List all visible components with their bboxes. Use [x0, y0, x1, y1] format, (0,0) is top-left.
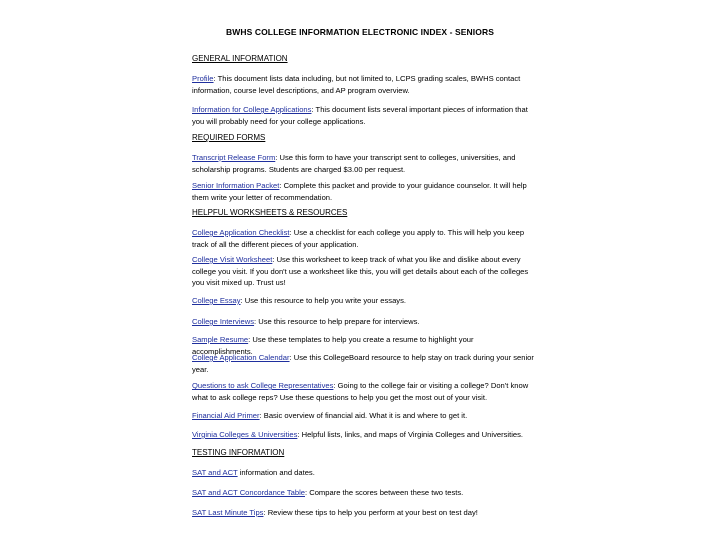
- sat-last-minute-tips-link[interactable]: SAT Last Minute Tips: [192, 508, 264, 517]
- entry-description: : Use this worksheet to keep track of what you like and dislike about every college you visit. If you don't use a worksheet like this, you will get details about each of the colleges you visit mixed up. Trust us!: [192, 255, 529, 287]
- entry-senior-information-packet: [192, 180, 534, 203]
- entry-description: : Compare the scores between these two tests.: [305, 488, 464, 497]
- entry-description: : This document lists several important pieces of information that you will probably need for your college applications.: [192, 105, 528, 126]
- entry-description: : Helpful lists, links, and maps of Virginia Colleges and Universities.: [297, 430, 524, 439]
- entry-college-visit-worksheet: [192, 254, 534, 289]
- transcript-release-link[interactable]: Transcript Release Form: [192, 153, 276, 162]
- entry-concordance-table: [192, 487, 534, 499]
- section-heading-general: GENERAL INFORMATION: [192, 54, 288, 63]
- document-title: BWHS COLLEGE INFORMATION ELECTRONIC INDEX - SENIORS: [226, 27, 494, 37]
- section-heading-worksheets-resources: HELPFUL WORKSHEETS & RESOURCES: [192, 208, 348, 217]
- entry-description: : Basic overview of financial aid. What it is and where to get it.: [259, 411, 468, 420]
- entry-college-applications-info: [192, 104, 534, 127]
- entry-description: : Use this resource to help you write your essays.: [240, 296, 406, 305]
- entry-description: : Use these templates to help you create a resume to highlight your accomplishments.: [192, 335, 474, 356]
- entry-description: : Going to the college fair or visiting a college? Don't know what to ask college reps? Use these questions to help you get the most out of your visit.: [192, 381, 529, 402]
- entry-application-calendar: [192, 352, 534, 375]
- college-interviews-link[interactable]: College Interviews: [192, 317, 255, 326]
- profile-link[interactable]: Profile: [192, 74, 214, 83]
- entry-description: : Use a checklist for each college you apply to. This will help you keep track of all the different pieces of your application.: [192, 228, 525, 249]
- college-representatives-questions-link[interactable]: Questions to ask College Representatives: [192, 381, 334, 390]
- entry-sat-act: [192, 467, 534, 479]
- entry-profile: [192, 73, 534, 96]
- sample-resume-link[interactable]: Sample Resume: [192, 335, 249, 344]
- virginia-colleges-link[interactable]: Virginia Colleges & Universities: [192, 430, 298, 439]
- application-calendar-link[interactable]: College Application Calendar: [192, 353, 290, 362]
- senior-information-packet-link[interactable]: Senior Information Packet: [192, 181, 280, 190]
- college-essay-link[interactable]: College Essay: [192, 296, 241, 305]
- entry-description: : Review these tips to help you perform at your best on test day!: [263, 508, 478, 517]
- entry-virginia-colleges: [192, 429, 534, 441]
- entry-college-representatives-questions: [192, 380, 534, 403]
- entry-description: : Complete this packet and provide to your guidance counselor. It will help them write your letter of recommendation.: [192, 181, 527, 202]
- entry-description: : This document lists data including, but not limited to, LCPS grading scales, BWHS contact information, course level descriptions, and AP program overview.: [192, 74, 521, 95]
- entry-description: : Use this resource to help prepare for interviews.: [254, 317, 420, 326]
- entry-description: : Use this CollegeBoard resource to help stay on track during your senior year.: [192, 353, 534, 374]
- entry-sat-last-minute-tips: [192, 507, 534, 519]
- college-visit-worksheet-link[interactable]: College Visit Worksheet: [192, 255, 273, 264]
- entry-college-essay: [192, 295, 534, 307]
- entry-description: information and dates.: [237, 468, 315, 477]
- sat-act-link[interactable]: SAT and ACT: [192, 468, 238, 477]
- entry-transcript-release: [192, 152, 534, 175]
- entry-college-interviews: [192, 316, 534, 328]
- application-checklist-link[interactable]: College Application Checklist: [192, 228, 290, 237]
- concordance-table-link[interactable]: SAT and ACT Concordance Table: [192, 488, 305, 497]
- entry-financial-aid-primer: [192, 410, 534, 422]
- college-applications-info-link[interactable]: Information for College Applications: [192, 105, 312, 114]
- section-heading-testing: TESTING INFORMATION: [192, 448, 285, 457]
- entry-description: : Use this form to have your transcript sent to colleges, universities, and scholarship programs. Students are charged $3.00 per request.: [192, 153, 516, 174]
- section-heading-required-forms: REQUIRED FORMS: [192, 133, 266, 142]
- entry-application-checklist: [192, 227, 534, 250]
- financial-aid-primer-link[interactable]: Financial Aid Primer: [192, 411, 260, 420]
